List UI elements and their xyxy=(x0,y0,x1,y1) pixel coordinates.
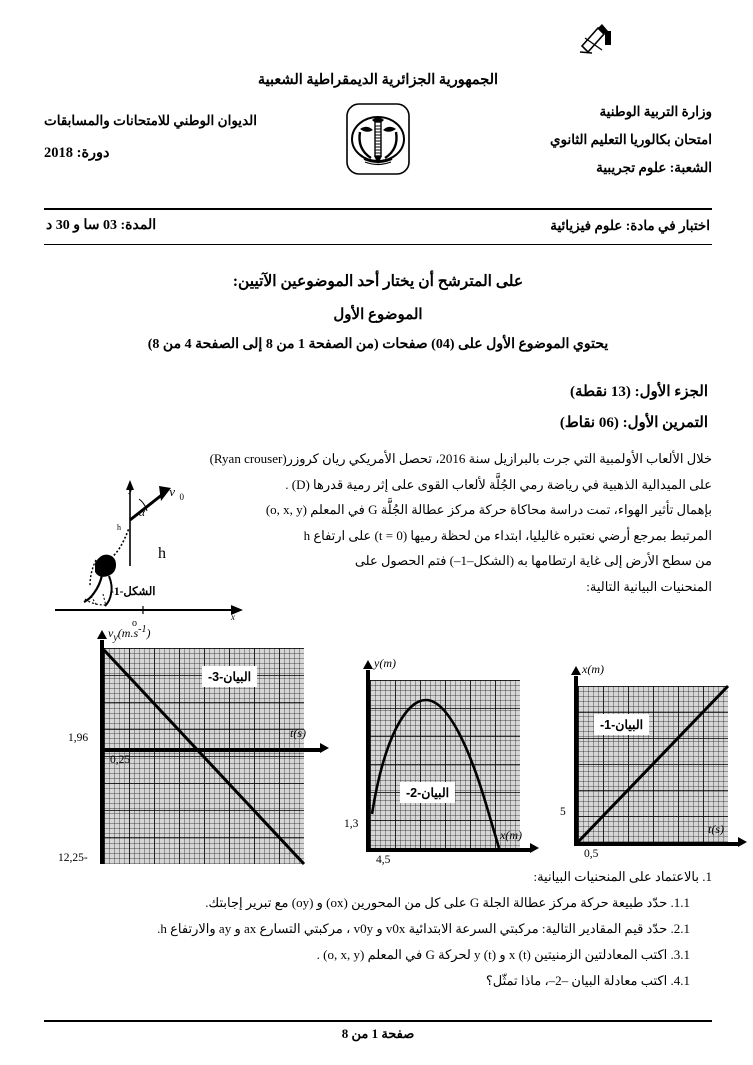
statement-line-1: خلال الألعاب الأولمبية التي جرت بالبرازيل سنة 2016، تحصل الأمريكي ريان كروزر(Ryan crouser) xyxy=(209,451,712,466)
graph-1-y-tick-5: 5 xyxy=(560,806,566,818)
statement-line-2: على الميدالية الذهبية في رياضة رمي الجُلَّة لألعاب القوى على إثر رمية قدرها (D) . xyxy=(285,476,712,492)
header-divider-bottom xyxy=(44,244,712,245)
ministry-label: وزارة التربية الوطنية xyxy=(599,104,712,119)
titles-block xyxy=(44,272,712,353)
graph-3-ylabel-sub: y xyxy=(113,632,118,644)
graph-3-x-axis-label: t(s) xyxy=(290,726,306,740)
graph-1-x-tick-05: 0,5 xyxy=(584,848,599,860)
graph-1-series-line xyxy=(556,648,746,872)
parts-block xyxy=(44,382,712,444)
statement-line-4: المرتبط بمرجع أرضي نعتبره غاليليا، ابتداء من لحظة رميها (t = 0) على ارتفاع h xyxy=(303,527,712,543)
graph-3-ylabel-base: v xyxy=(108,626,114,640)
questions-block xyxy=(44,864,712,994)
figure-1-height-label: h xyxy=(158,545,166,562)
hand-writing-mark-icon xyxy=(578,22,618,56)
graph-3-tag: البيان-3- xyxy=(202,666,257,687)
session-label: دورة: 2018 xyxy=(44,145,110,161)
graph-3-x-tick-025: 0,25 xyxy=(110,754,131,766)
svg-text:h: h xyxy=(117,523,121,532)
graph-2-y-tick-13: 1,3 xyxy=(344,818,359,830)
subject-label: اختبار في مادة: علوم فيزيائية xyxy=(550,218,710,233)
instruction-title: على المترشح أن يختار أحد الموضوعين الآتيين: xyxy=(232,273,524,290)
svg-text:v: v xyxy=(169,484,175,499)
svg-text:o: o xyxy=(132,618,137,628)
graph-2-x-axis-label: x(m) xyxy=(500,828,522,842)
graph-3-y-tick-1225: -12,25 xyxy=(58,852,88,864)
header-grid xyxy=(44,98,712,208)
branch-label: الشعبة: علوم تجريبية xyxy=(596,160,712,175)
page-number: صفحة 1 من 8 xyxy=(341,1026,415,1041)
question-intro: 1. بالاعتماد على المنحنيات البيانية: xyxy=(533,869,712,884)
graph-1-x-axis-label: t(s) xyxy=(708,822,724,836)
svg-text:0: 0 xyxy=(179,492,184,502)
svg-text:x: x xyxy=(231,612,235,622)
graph-1-x-vs-t xyxy=(556,648,746,872)
svg-text:y: y xyxy=(129,484,133,494)
republic-title: الجمهورية الجزائرية الديمقراطية الشعبية xyxy=(257,72,499,88)
graph-3-ylabel-unit: (m.s xyxy=(117,626,139,640)
graphs-container xyxy=(0,624,753,876)
graph-3-y-tick-196: 1,96 xyxy=(68,732,89,744)
graph-3-ylabel-exp: -1 xyxy=(138,624,147,635)
duration-label: المدة: 03 سا و 30 د xyxy=(46,218,157,233)
statement-line-5: من سطح الأرض إلى غاية ارتطامها به (الشكل–1–) فتم الحصول على xyxy=(354,553,712,568)
topic-description: يحتوي الموضوع الأول على (04) صفحات (من الصفحة 1 من 8 إلى الصفحة 4 من 8) xyxy=(147,337,609,352)
topic-title: الموضوع الأول xyxy=(333,307,423,323)
footer-divider xyxy=(44,1020,712,1022)
graph-1-y-axis-label: x(m) xyxy=(582,662,604,676)
graph-2-tag: البيان-2- xyxy=(400,782,455,803)
part-one-heading: الجزء الأول: (13 نقطة) xyxy=(570,384,708,400)
document-header xyxy=(44,72,712,245)
office-label: الديوان الوطني للامتحانات والمسابقات xyxy=(44,113,258,128)
statement-line-3: بإهمال تأثير الهواء، تمت دراسة محاكاة حركة مركز عطالة الجُلَّة G في المعلم (o, x, y) xyxy=(265,502,712,517)
graph-3-vy-vs-t xyxy=(58,624,319,872)
graph-2-y-axis-label: y(m) xyxy=(374,656,396,670)
question-1-3: 3.1. اكتب المعادلتين الزمنيتين x (t) و y (t) لحركة G في المعلم (o, x, y) . xyxy=(316,947,690,962)
header-right-column xyxy=(462,98,712,182)
svg-text:α: α xyxy=(138,505,145,519)
exam-label: امتحان بكالوريا التعليم الثانوي xyxy=(549,132,712,147)
question-1-4: 4.1. اكتب معادلة البيان –2–، ماذا تمثّل؟ xyxy=(485,973,690,988)
graph-2-y-vs-x xyxy=(344,632,534,872)
graph-2-series-parabola xyxy=(344,632,534,872)
question-1-2: 2.1. حدّد قيم المقادير التالية: مركبتي السرعة الابتدائية v0x و v0y ، مركبتي التسارع ax و ay والارتفاع h. xyxy=(157,921,690,936)
exercise-one-heading: التمرين الأول: (06 نقاط) xyxy=(559,415,708,431)
algeria-national-emblem-icon xyxy=(336,102,420,176)
graph-3-ylabel-close: ) xyxy=(146,626,151,640)
header-left-column xyxy=(44,104,294,170)
graph-3-x-axis-arrow xyxy=(320,743,329,753)
graph-1-tag: البيان-1- xyxy=(594,714,649,735)
graph-2-x-tick-45: 4,5 xyxy=(376,854,391,866)
question-1-1: 1.1. حدّد طبيعة حركة مركز عطالة الجلة G على كل من المحورين (ox) و (oy) مع تبرير إجابتك. xyxy=(205,895,690,910)
graph-3-series-line xyxy=(74,624,319,872)
statement-line-6: المنحنيات البيانية التالية: xyxy=(586,578,712,594)
subject-row xyxy=(44,210,712,244)
figure-1-shot-put-diagram xyxy=(55,468,255,628)
figure-1-caption: الشكل-1- xyxy=(110,586,156,598)
